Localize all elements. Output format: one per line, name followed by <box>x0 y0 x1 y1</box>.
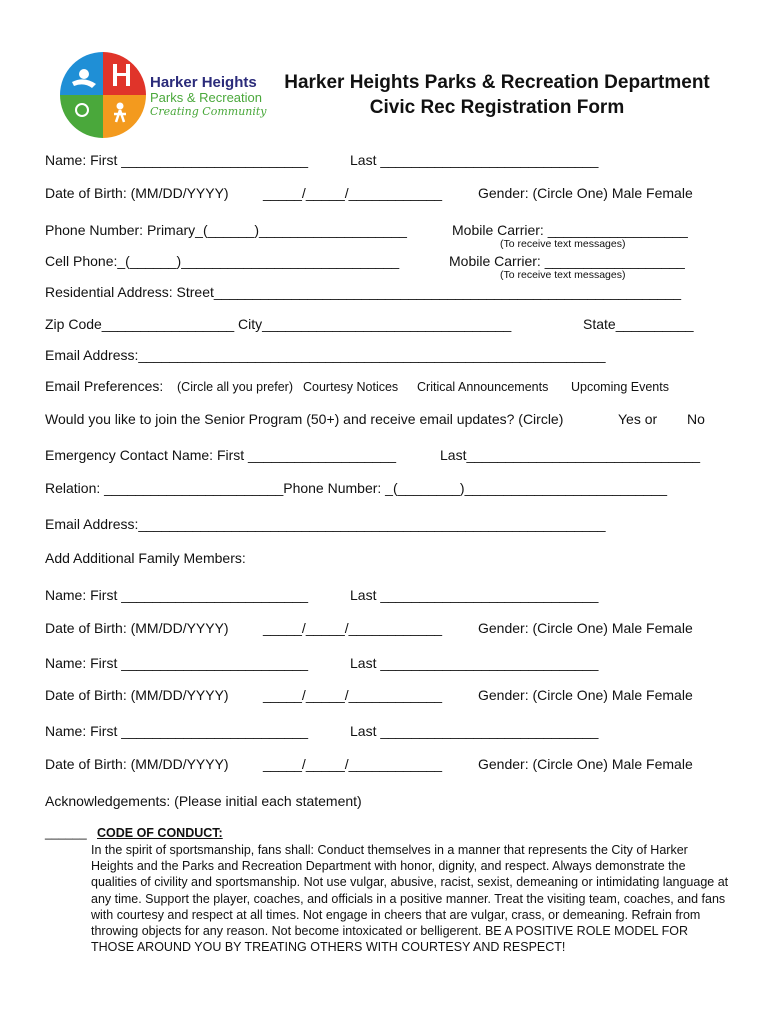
family2-gender-field[interactable]: Gender: (Circle One) Male Female <box>478 687 693 703</box>
family2-dob-field[interactable]: _____/_____/____________ <box>263 687 443 703</box>
family3-first-field[interactable]: Name: First ________________________ <box>45 723 309 739</box>
family2-dob-label: Date of Birth: (MM/DD/YYYY) <box>45 687 229 703</box>
family1-dob-label: Date of Birth: (MM/DD/YYYY) <box>45 620 229 636</box>
family1-first-field[interactable]: Name: First ________________________ <box>45 587 309 603</box>
family1-last-field[interactable]: Last ____________________________ <box>350 587 599 603</box>
dob-label: Date of Birth: (MM/DD/YYYY) <box>45 185 229 201</box>
name-first-field[interactable]: Name: First ________________________ <box>45 152 309 168</box>
code-of-conduct-text: In the spirit of sportsmanship, fans shall: Conduct themselves in a manner that represents the City of Harker Heights and the Parks and Recreation Department with honor, dignity, and respect. Always demonstrate the qualities of civility and sportsmanship. Not use vulgar, abusive, racist, sexist, demeaning or intimidating language at any time. Support the player, coaches, and officials in a positive manner. Treat the visiting team, coaches, and fans with courtesy and respect at all times. Not engage in cheers that are vulgar, crass, or demeaning. Refrain from throwing objects for any reason. Not become intoxicated or belligerent. BE A POSITIVE ROLE MODEL FOR THOSE AROUND YOU BY TREATING OTHERS WITH COURTESY AND RESPECT! <box>91 843 729 955</box>
logo-line1: Harker Heights <box>150 74 257 91</box>
mobile-carrier-field-2[interactable]: Mobile Carrier: __________________ <box>449 253 685 269</box>
code-of-conduct-title: CODE OF CONDUCT: <box>97 826 223 840</box>
family3-last-field[interactable]: Last ____________________________ <box>350 723 599 739</box>
emergency-first-field[interactable]: Emergency Contact Name: First ___________________ <box>45 447 396 463</box>
email-preferences-hint: (Circle all you prefer) <box>177 380 294 394</box>
family1-gender-field[interactable]: Gender: (Circle One) Male Female <box>478 620 693 636</box>
page-subtitle: Civic Rec Registration Form <box>369 97 625 118</box>
pref-critical-option[interactable]: Critical Announcements <box>417 380 549 394</box>
cell-phone-field[interactable]: Cell Phone:_(______)____________________________ <box>45 253 400 269</box>
logo-tagline: Creating Community <box>150 105 267 118</box>
family2-first-field[interactable]: Name: First ________________________ <box>45 655 309 671</box>
senior-program-question: Would you like to join the Senior Program (50+) and receive email updates? (Circle) <box>45 411 564 427</box>
pref-courtesy-option[interactable]: Courtesy Notices <box>303 380 399 394</box>
dob-field[interactable]: _____/_____/____________ <box>263 185 443 201</box>
mobile-carrier-field-1[interactable]: Mobile Carrier: __________________ <box>452 222 688 238</box>
pref-upcoming-option[interactable]: Upcoming Events <box>571 380 669 394</box>
state-field[interactable]: State__________ <box>583 316 694 332</box>
harker-heights-logo <box>58 50 267 140</box>
logo-line2: Parks & Recreation <box>150 90 262 105</box>
gender-field[interactable]: Gender: (Circle One) Male Female <box>478 185 693 201</box>
emergency-last-field[interactable]: Last______________________________ <box>440 447 701 463</box>
email-field-2[interactable]: Email Address:____________________________________________________________ <box>45 516 606 532</box>
senior-yes-option[interactable]: Yes or <box>618 411 658 427</box>
text-message-note-2: (To receive text messages) <box>500 269 626 281</box>
zip-city-field[interactable]: Zip Code_________________ City________________________________ <box>45 316 512 332</box>
family3-dob-label: Date of Birth: (MM/DD/YYYY) <box>45 756 229 772</box>
family3-dob-field[interactable]: _____/_____/____________ <box>263 756 443 772</box>
family1-dob-field[interactable]: _____/_____/____________ <box>263 620 443 636</box>
name-last-field[interactable]: Last ____________________________ <box>350 152 599 168</box>
family3-gender-field[interactable]: Gender: (Circle One) Male Female <box>478 756 693 772</box>
senior-no-option[interactable]: No <box>687 411 705 427</box>
residential-address-field[interactable]: Residential Address: Street____________________________________________________________ <box>45 284 682 300</box>
family2-last-field[interactable]: Last ____________________________ <box>350 655 599 671</box>
logo-emblem-icon <box>58 50 148 140</box>
code-of-conduct-initial-field[interactable]: ______ <box>45 826 87 840</box>
text-message-note-1: (To receive text messages) <box>500 238 626 250</box>
email-preferences-label: Email Preferences: <box>45 378 164 394</box>
phone-primary-field[interactable]: Phone Number: Primary_(______)___________________ <box>45 222 407 238</box>
acknowledgements-heading: Acknowledgements: (Please initial each statement) <box>45 793 362 809</box>
add-family-heading: Add Additional Family Members: <box>45 550 246 566</box>
relation-phone-field[interactable]: Relation: _______________________Phone Number: _(________)__________________________ <box>45 480 668 496</box>
email-field[interactable]: Email Address:____________________________________________________________ <box>45 347 606 363</box>
page-title: Harker Heights Parks & Recreation Department <box>284 72 710 93</box>
